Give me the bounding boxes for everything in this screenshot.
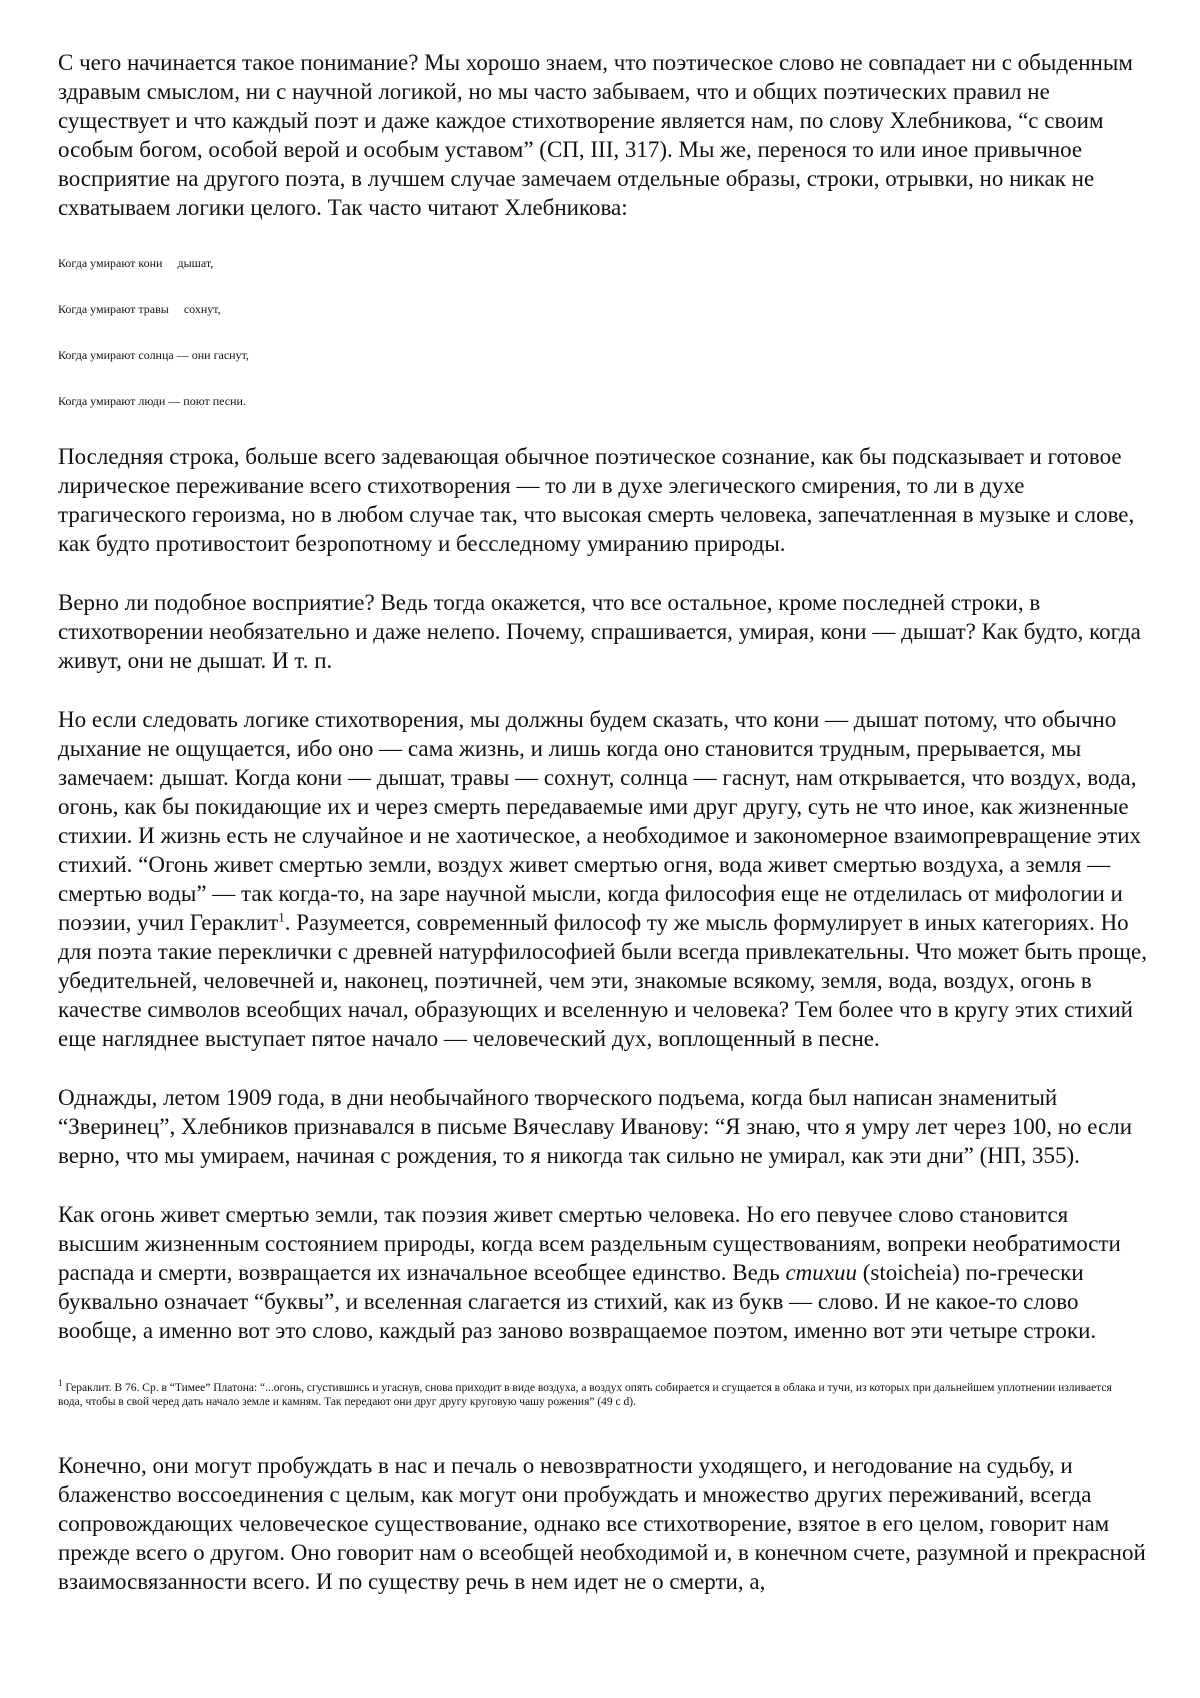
paragraph-elements-part2: (stoicheia) по-гречески буквально означает “буквы”, и вселенная слагается из стихий, как из букв — слово. И не какое-то слово вообще, а именно вот это слово, каждый раз заново возвращаемое поэтом, именно вот эти четыре строки.	[58, 1260, 1097, 1343]
document-page	[58, 48, 1148, 1596]
paragraph-intro: С чего начинается такое понимание? Мы хорошо знаем, что поэтическое слово не совпадает ни с обыденным здравым смыслом, ни с научной логикой, но мы часто забываем, что и общих поэтических правил не существует и что каждый поэт и даже каждое стихотворение является нам, по слову Хлебникова, “с своим особым богом, особой верой и особым уставом” (СП, III, 317). Мы же, перенося то или иное привычное восприятие на другого поэта, в лучшем случае замечаем отдельные образы, строки, отрывки, но никак не схватываем логики целого. Так часто читают Хлебникова:	[58, 50, 1133, 220]
footnote-text: Гераклит. В 76. Ср. в “Тимее” Платона: “...огонь, сгустившись и угаснув, снова приходит в виде воздуха, а воздух опять собирается и сгущается в облака и тучи, из которых при дальнейшем уплотнении изливается вода, чтобы в свой черед дать начало земле и камням. Так передают они друг другу круговую чашу рожения” (49 с d).	[58, 1382, 1112, 1408]
poem-line: Когда умирают кони дышат,	[58, 256, 214, 270]
poem-line: Когда умирают люди — поют песни.	[58, 394, 246, 408]
paragraph-heraclitus	[58, 705, 1148, 1053]
footnote-marker: 1	[58, 1378, 63, 1389]
footnote	[58, 1378, 1148, 1409]
poem-quote	[58, 256, 1148, 408]
paragraph-heraclitus-part2: . Разумеется, современный философ ту же мысль формулирует в иных категориях. Но для поэта такие переклички с древней натурфилософией были всегда привлекательны. Что может быть проще, убедительней, человечней и, наконец, поэтичней, чем эти, знакомые всякому, земля, вода, воздух, огонь в качестве символов всеобщих начал, образующих и вселенную и человека? Тем более что в кругу этих стихий еще нагляднее выступает пятое начало — человеческий дух, воплощенный в песне.	[58, 910, 1147, 1051]
paragraph-perception: Верно ли подобное восприятие? Ведь тогда окажется, что все остальное, кроме последней строки, в стихотворении необязательно и даже нелепо. Почему, спрашивается, умирая, кони — дышат? Как будто, когда живут, они не дышат. И т. п.	[58, 590, 1141, 673]
paragraph-last-line: Последняя строка, больше всего задевающая обычное поэтическое сознание, как бы подсказывает и готовое лирическое переживание всего стихотворения — то ли в духе элегического смирения, то ли в духе трагического героизма, но в любом случае так, что высокая смерть человека, запечатленная в музыке и слове, как будто противостоит безропотному и бесследному умиранию природы.	[58, 444, 1135, 556]
poem-line: Когда умирают травы сохнут,	[58, 302, 221, 316]
emphasis-stikhii: стихии	[785, 1260, 857, 1285]
poem-line: Когда умирают солнца — они гаснут,	[58, 348, 249, 362]
paragraph-elements	[58, 1200, 1148, 1345]
paragraph-conclusion: Конечно, они могут пробуждать в нас и печаль о невозвратности уходящего, и негодование на судьбу, и блаженство воссоединения с целым, как могут они пробуждать и множество других переживаний, всегда сопровождающих человеческое существование, однако все стихотворение, взятое в его целом, говорит нам прежде всего о другом. Оно говорит нам о всеобщей необходимой и, в конечном счете, разумной и прекрасной взаимосвязанности всего. И по существу речь в нем идет не о смерти, а,	[58, 1453, 1146, 1594]
footnote-reference: 1	[278, 909, 285, 925]
paragraph-letter: Однажды, летом 1909 года, в дни необычайного творческого подъема, когда был написан знаменитый “Зверинец”, Хлебников признавался в письме Вячеславу Иванову: “Я знаю, что я умру лет через 100, но если верно, что мы умираем, начиная с рождения, то я никогда так сильно не умирал, как эти дни” (НП, 355).	[58, 1085, 1133, 1168]
paragraph-elements-part1: Как огонь живет смертью земли, так поэзия живет смертью человека. Но его певучее слово становится высшим жизненным состоянием природы, когда всем раздельным существованиям, вопреки необратимости распада и смерти, возвращается их изначальное всеобщее единство. Ведь	[58, 1202, 1121, 1285]
paragraph-heraclitus-part1: Но если следовать логике стихотворения, мы должны будем сказать, что кони — дышат потому, что обычно дыхание не ощущается, ибо оно — сама жизнь, и лишь когда оно становится трудным, прерывается, мы замечаем: дышат. Когда кони — дышат, травы — сохнут, солнца — гаснут, нам открывается, что воздух, вода, огонь, как бы покидающие их и через смерть передаваемые ими друг другу, суть не что иное, как жизненные стихии. И жизнь есть не случайное и не хаотическое, а необходимое и закономерное взаимопревращение этих стихий. “Огонь живет смертью земли, воздух живет смертью огня, вода живет смертью воздуха, а земля — смертью воды” — так когда-то, на заре научной мысли, когда философия еще не отделилась от мифологии и поэзии, учил Гераклит	[58, 707, 1142, 935]
